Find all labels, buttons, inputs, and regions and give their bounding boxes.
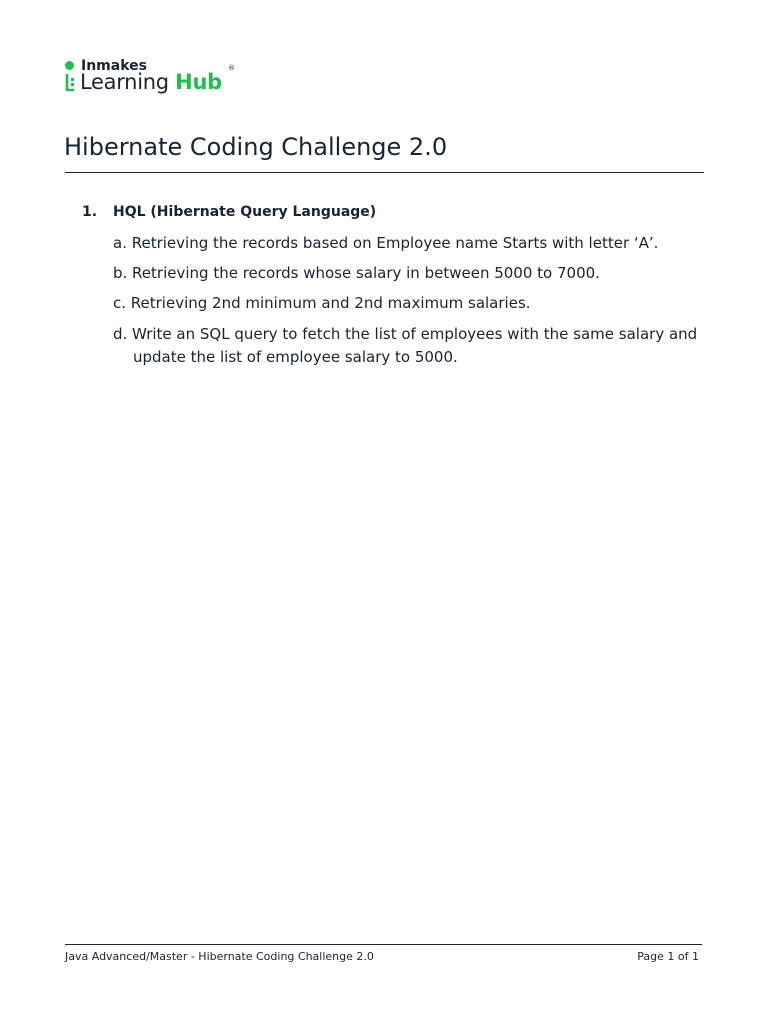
question-number: 1. bbox=[82, 204, 98, 220]
sub-question-a: a. Retrieving the records based on Employee name Starts with letter ‘A’. bbox=[113, 234, 659, 252]
sub-question-b: b. Retrieving the records whose salary in between 5000 to 7000. bbox=[113, 264, 600, 282]
brand-name-top: Inmakes bbox=[81, 58, 147, 74]
brand-logo bbox=[64, 58, 244, 100]
logo-dot-icon bbox=[65, 61, 74, 70]
title-divider bbox=[65, 172, 704, 173]
registered-mark: ® bbox=[228, 64, 235, 72]
sub-question-c: c. Retrieving 2nd minimum and 2nd maximum salaries. bbox=[113, 294, 531, 312]
document-title: Hibernate Coding Challenge 2.0 bbox=[64, 133, 448, 161]
footer-course-title: Java Advanced/Master - Hibernate Coding Challenge 2.0 bbox=[65, 950, 374, 963]
footer-divider bbox=[65, 944, 702, 945]
inmakes-logo-icon bbox=[65, 73, 75, 91]
sub-question-d-line2: update the list of employee salary to 5000. bbox=[133, 348, 458, 366]
sub-question-d bbox=[113, 323, 697, 369]
brand-name-bottom: Learning Hub bbox=[80, 70, 222, 94]
sub-question-d-line1: d. Write an SQL query to fetch the list of employees with the same salary and bbox=[113, 325, 698, 343]
footer-page-number: Page 1 of 1 bbox=[637, 950, 699, 963]
question-heading: HQL (Hibernate Query Language) bbox=[113, 204, 377, 220]
